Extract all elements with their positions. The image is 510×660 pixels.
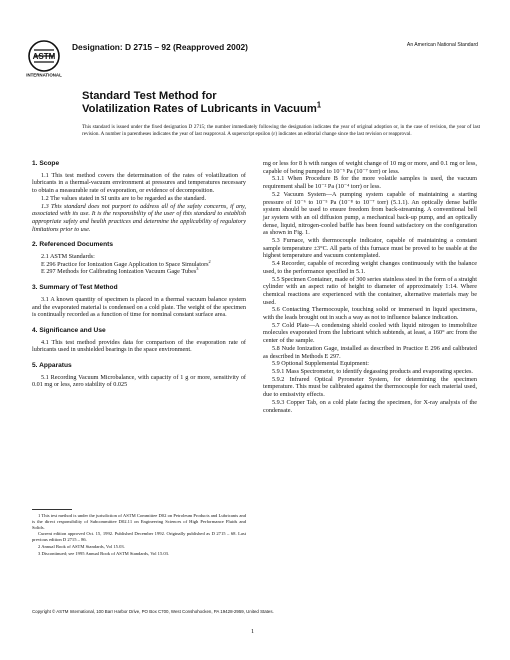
paragraph: 4.1 This test method provides data for comparison of the evaporation rate of lubricants used in unshielded bearings in the space environment.: [32, 338, 246, 354]
section-heading: 1. Scope: [32, 160, 60, 167]
paragraph: 5.9.1 Mass Spectrometer, to identify degassing products and evaporating species.: [272, 367, 473, 375]
reference-item: E 296 Practice for Ionization Gage Application to Space Simulators$^2$: [41, 258, 211, 268]
paragraph: 5.9 Optional Supplemental Equipment:: [272, 360, 369, 368]
paragraph: 5.6 Contacting Thermocouple, touching solid or immersed in liquid specimens, with the leads brought out in such a way as not to influence balance indication.: [263, 306, 477, 322]
section-heading: 4. Significance and Use: [32, 326, 106, 334]
paragraph: 5.1.1 When Procedure B for the more volatile samples is used, the vacuum requirement shall be 10⁻² Pa (10⁻⁴ torr) or less.: [263, 175, 477, 191]
paragraph: 5.5 Specimen Container, made of 300 series stainless steel in the form of a straight cylinder with an aspect ratio of height to diameter of approximately 1:14. Where chemical reactions are experienced with the container, alternative materials may be used.: [263, 275, 477, 306]
footnote: 3 Discontinued; see 1995 Annual Book of ASTM Standards, Vol 15.03.: [38, 550, 170, 556]
designation: Designation: D 2715 – 92 (Reapproved 2002): [72, 42, 248, 52]
paragraph: 5.4 Recorder, capable of recording weight changes continuously with the balance used, to the performance specified in 5.1.: [263, 260, 477, 275]
footnote: Current edition approved Oct. 15, 1992. Published December 1992. Originally published as D 2715 – 68. Last previous edition D 2715 – 86.: [32, 531, 246, 543]
copyright-notice: Copyright © ASTM International, 100 Barr Harbor Drive, PO Box C700, West Conshohocken, PA 19428-2959, United States.: [32, 609, 274, 614]
paragraph: 1.2 The values stated in SI units are to be regarded as the standard.: [41, 194, 207, 202]
paragraph: 3.1 A known quantity of specimen is placed in a thermal vacuum balance system and the evaporated material is condensed on a cold plate. The weight of the specimen is continually recorded as a function of time for nominal constant surface area.: [32, 295, 246, 319]
section-heading: 3. Summary of Test Method: [32, 284, 118, 292]
logo-text: INTERNATIONAL: [26, 72, 62, 78]
paragraph: 5.3 Furnace, with thermocouple indicator, capable of maintaining a constant sample temperature ±3°C. All parts of this furnace must be proved to be usable at the highest temperature and vacuum contemplated.: [263, 237, 477, 260]
title-line-1: Standard Test Method for: [82, 90, 217, 102]
section-heading: 2. Referenced Documents: [32, 241, 113, 249]
reference-item: E 297 Methods for Calibrating Ionization Vacuum Gage Tubes$^3$: [41, 266, 199, 276]
right-column: [263, 160, 477, 414]
title-line-2: Volatilization Rates of Lubricants in Vacuum$^1$: [82, 100, 322, 115]
paragraph: 5.9.3 Copper Tab, on a cold plate facing the specimen, for X-ray analysis of the condensate.: [263, 398, 477, 414]
page-number: 1: [251, 628, 255, 635]
paragraph: 2.1 ASTM Standards:: [41, 253, 95, 261]
left-column: [32, 160, 246, 389]
footnote-rule: [32, 509, 72, 510]
section-heading: 5. Apparatus: [32, 362, 72, 370]
footnote: 2 Annual Book of ASTM Standards, Vol 15.03.: [38, 543, 125, 549]
safety-caveat: 1.3 This standard does not purport to address all of the safety concerns, if any, associated with its use. It is the responsibility of the user of this standard to establish appropriate safety and health practices and determine the applicability of regulatory limitations prior to use.: [32, 202, 246, 233]
paragraph: 5.9.2 Infrared Optical Pyrometer System, for determining the specimen temperature. This must be calibrated against the thermocouple for each material used, due to emissivity effects.: [263, 375, 477, 399]
footnote: 1 This test method is under the jurisdiction of ASTM Committee D02 on Petroleum Products and Lubricants and is the direct responsibility of Subcommittee D02.11 on Engineering Sciences of High Performance Fluids and Solids.: [32, 513, 246, 530]
issuance-notice: This standard is issued under the fixed designation D 2715; the number immediately following the designation indicates the year of original adoption or, in the case of revision, the year of last revision. A number in parentheses indicates the year of last reapproval. A superscript epsilon (ε) indicates an editorial change since the last revision or reapproval.: [82, 124, 480, 137]
paragraph: 5.8 Nude Ionization Gage, installed as described in Practice E 296 and calibrated as described in Methods E 297.: [263, 344, 477, 360]
paragraph: 1.1 This test method covers the determination of the rates of volatilization of lubricants in a thermal-vacuum environment at pressures and temperatures necessary to obtain a measurable rate of evaporation, or evidence of decomposition.: [32, 171, 246, 195]
paragraph: 5.2 Vacuum System—A pumping system capable of maintaining a starting pressure of 10⁻⁶ to 10⁻⁵ Pa (10⁻⁸ to 10⁻⁷ torr) (5.1.1). An optically dense baffle system should be used to ensure freedom from back-streaming. A conventional bell jar system with an oil diffusion pump, a mechanical back-up pump, and an optically dense, liquid, nitrogen-cooled baffle has been found satisfactory on the configuration as shown in Fig. 1.: [263, 190, 477, 237]
paragraph: mg or less for 8 h with ranges of weight change of 10 mg or more, and 0.1 mg or less, capable of being pumped to 10⁻⁵ Pa (10⁻⁷ torr) or less.: [263, 160, 477, 175]
publisher-label: An American National Standard: [406, 42, 478, 48]
document-title: [82, 90, 321, 116]
paragraph: 5.1 Recording Vacuum Microbalance, with capacity of 1 g or more, sensitivity of 0.01 mg or less, zero stability of 0.025: [32, 373, 246, 389]
footnotes: [32, 513, 246, 558]
paragraph: 5.7 Cold Plate—A condensing shield cooled with liquid nitrogen to immobilize molecules evaporated from the lubricant which subtends, at least, a 160° arc from the center of the sample.: [263, 321, 477, 345]
astm-logo: [24, 38, 64, 78]
svg-text:ASTM: ASTM: [32, 52, 56, 61]
